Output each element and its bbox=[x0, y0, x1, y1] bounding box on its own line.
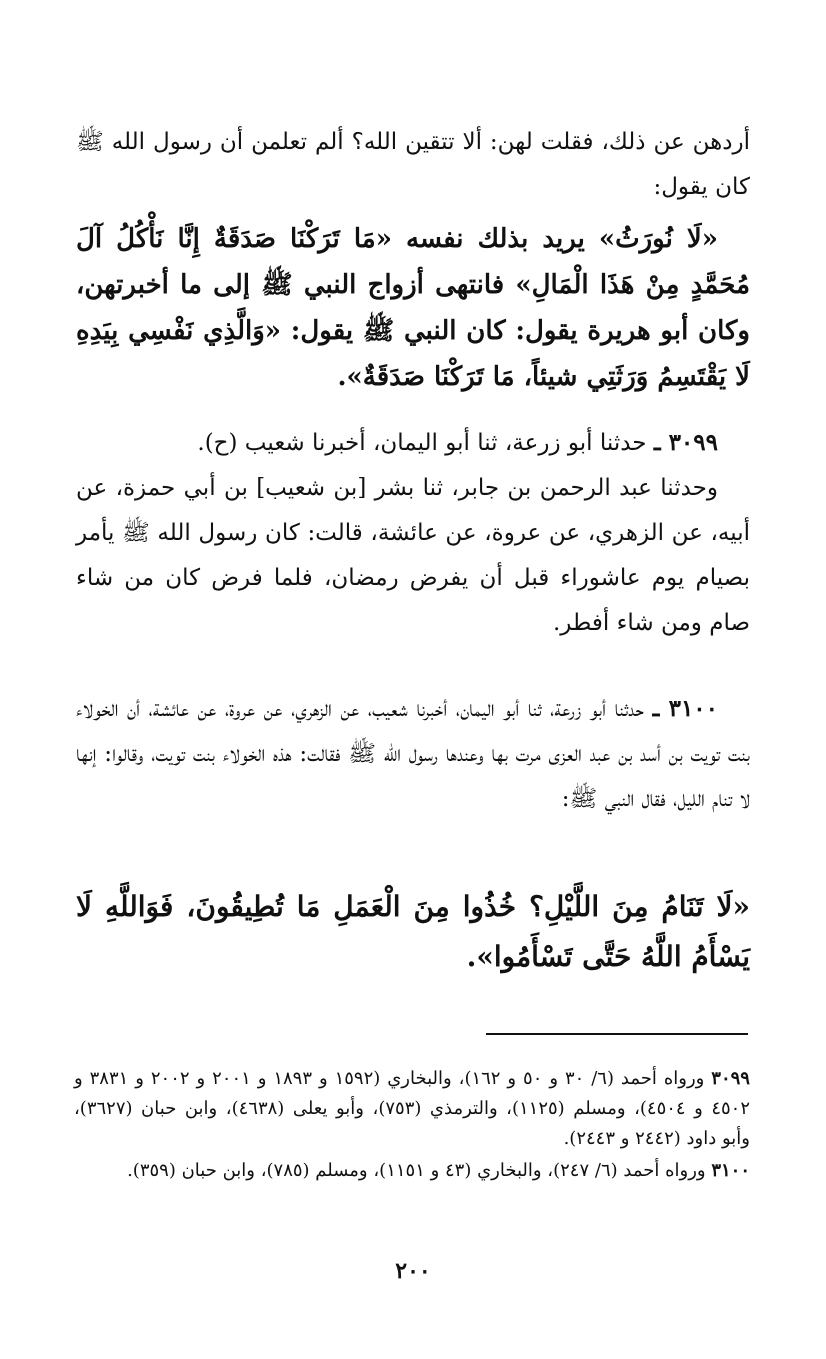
top-paragraph bbox=[76, 120, 750, 210]
hadith-3100-quote: «لَا تَنَامُ مِنَ اللَّيْلِ؟ خُذُوا مِنَ الْعَمَلِ مَا تُطِيقُونَ، فَوَاللَّهِ لَا يَسْأَمُ اللَّهُ حَتَّى تَسْأَمُوا». bbox=[76, 890, 750, 973]
footnote-3099-text: ورواه أحمد (٦/ ٣٠ و ٥٠ و ١٦٢)، والبخاري (١٥٩٢ و ١٨٩٣ و ٢٠٠١ و ٢٠٠٢ و ٣٨٣١ و ٤٥٠٢ و ٤٥٠٤)، ومسلم (١١٢٥)، والترمذي (٧٥٣)، وأبو يعلى (٤٦٣٨)، وابن حبان (٣٦٢٧)، وأبو داود (٢٤٤٢ و ٢٤٤٣). bbox=[74, 1068, 750, 1149]
footnotes bbox=[74, 1064, 750, 1188]
hadith-3100-text bbox=[76, 686, 750, 822]
footnote-3100 bbox=[74, 1156, 750, 1186]
hadith-3100 bbox=[76, 686, 750, 822]
hadith-3100-number: ٣١٠٠ ـ bbox=[652, 695, 719, 722]
footnote-separator bbox=[486, 1033, 748, 1035]
hadith-3100-body: حدثنا أبو زرعة، ثنا أبو اليمان، أخبرنا شعيب، عن الزهري، عن عروة، عن عائشة، أن الخولاء بنت تويت بن أسد بن عبد العزى مرت بها وعندها رسول الله ﷺ فقالت: هذه الخولاء بنت تويت، وقالوا: إنها لا تنام الليل، فقال النبي ﷺ: bbox=[76, 696, 750, 812]
footnote-3099 bbox=[74, 1064, 750, 1154]
hadith-3099-number: ٣٠٩٩ ـ bbox=[653, 429, 718, 456]
footnote-3100-number: ٣١٠٠ bbox=[711, 1160, 750, 1181]
hadith-quote-block bbox=[76, 216, 750, 400]
page-number: ٢٠٠ bbox=[395, 1258, 431, 1284]
hadith-3099-chain: حدثنا أبو زرعة، ثنا أبو اليمان، أخبرنا شعيب (ح). bbox=[197, 430, 647, 456]
footnote-3099-number: ٣٠٩٩ bbox=[711, 1068, 750, 1089]
top-paragraph-text: أردهن عن ذلك، فقلت لهن: ألا تتقين الله؟ ألم تعلمن أن رسول الله ﷺ كان يقول: bbox=[76, 129, 750, 200]
hadith-3099 bbox=[76, 420, 750, 646]
hadith-3100-quote-block bbox=[76, 882, 750, 982]
footnote-3100-text: ورواه أحمد (٦/ ٢٤٧)، والبخاري (٤٣ و ١١٥١)، ومسلم (٧٨٥)، وابن حبان (٣٥٩). bbox=[127, 1160, 706, 1181]
hadith-quote-text: «لَا نُورَثُ» يريد بذلك نفسه «مَا تَرَكْنَا صَدَقَةٌ إِنَّا نَأْكُلُ آلَ مُحَمَّدٍ مِنْ هَذَا الْمَالِ» فانتهى أزواج النبي ﷺ إلى ما أخبرتهن، وكان أبو هريرة يقول: كان النبي ﷺ يقول: «وَالَّذِي نَفْسِي بِيَدِهِ لَا يَقْتَسِمُ وَرَثَتِي شيئاً، مَا تَرَكْنَا صَدَقَةٌ». bbox=[76, 224, 750, 392]
hadith-3099-body: وحدثنا عبد الرحمن بن جابر، ثنا بشر [بن شعيب] بن أبي حمزة، عن أبيه، عن الزهري، عن عروة، عن عائشة، قالت: كان رسول الله ﷺ يأمر بصيام يوم عاشوراء قبل أن يفرض رمضان، فلما فرض كان من شاء صام ومن شاء أفطر. bbox=[76, 475, 750, 636]
hadith-3099-line1 bbox=[76, 420, 750, 466]
